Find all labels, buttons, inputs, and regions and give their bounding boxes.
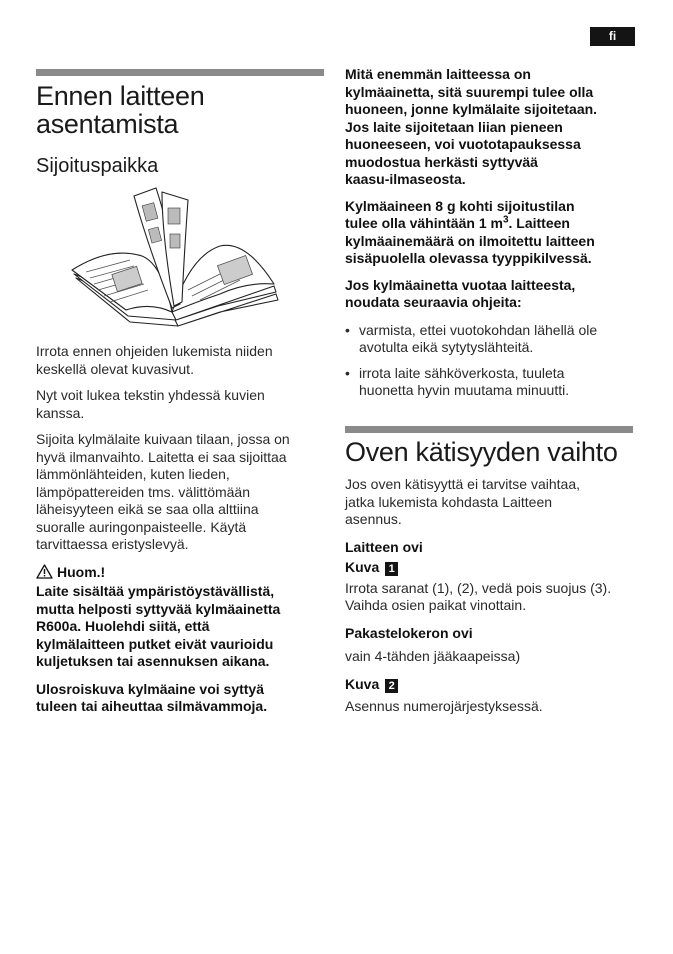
section-subtitle: Sijoituspaikka bbox=[36, 155, 159, 177]
figure-ref-2 bbox=[345, 676, 645, 694]
paragraph-hinges: Irrota saranat (1), (2), vedä pois suojus (3). Vaihda osien paikat vinottain. bbox=[345, 579, 612, 613]
left-column-body bbox=[36, 343, 326, 716]
warning-triangle-icon bbox=[36, 564, 53, 584]
left-column bbox=[36, 82, 326, 178]
bullet-text: irrota laite sähköverkosta, tuuleta huonetta hyvin muutama minuutti. bbox=[359, 364, 570, 398]
paragraph-read-with-images: Nyt voit lukea tekstin yhdessä kuvien kanssa. bbox=[36, 387, 265, 421]
right-column-top bbox=[345, 66, 645, 400]
room-size-text-a: Kylmäaineen 8 g kohti sijoitustilan tulee olla vähintään 1 m bbox=[345, 197, 575, 231]
figure-label: Kuva bbox=[345, 675, 380, 692]
paragraph-spray-warning: Ulosroiskuva kylmäaine voi syttyä tuleen tai aiheuttaa silmävammoja. bbox=[36, 680, 268, 714]
freezer-note: vain 4-tähden jääkaapeissa) bbox=[345, 648, 521, 664]
language-tab: fi bbox=[590, 27, 635, 46]
paragraph-door-intro: Jos oven kätisyyttä ei tarvitse vaihtaa, jatka lukemista kohdasta Laitteen asennus. bbox=[345, 476, 580, 527]
bullet-symbol: • bbox=[345, 321, 350, 338]
warning-heading bbox=[36, 564, 326, 584]
paragraph-room-size bbox=[345, 198, 645, 268]
paragraph-assembly-order: Asennus numerojärjestyksessä. bbox=[345, 698, 543, 714]
page-title: Ennen laitteen asentamista bbox=[36, 81, 205, 139]
paragraph-leak: Jos kylmäainetta vuotaa laitteesta, noudata seuraavia ohjeita: bbox=[345, 276, 576, 310]
bullet-text: varmista, ettei vuotokohdan lähellä ole avotulta eikä sytytyslähteitä. bbox=[359, 321, 598, 355]
warning-label: Huom.! bbox=[57, 563, 106, 580]
section-rule-right bbox=[345, 426, 633, 433]
list-item bbox=[345, 322, 645, 357]
freezer-heading: Pakastelokeron ovi bbox=[345, 624, 473, 641]
room-size-text-b: . Laitteen kylmäainemäärä on ilmoitettu laitteen sisäpuolella olevassa tyyppikilvessä. bbox=[345, 215, 595, 266]
door-heading: Laitteen ovi bbox=[345, 538, 423, 555]
figure-number-badge: 2 bbox=[385, 679, 398, 693]
figure-label: Kuva bbox=[345, 559, 380, 575]
paragraph-pages: Irrota ennen ohjeiden lukemista niiden keskellä olevat kuvasivut. bbox=[36, 343, 273, 377]
section-rule-left bbox=[36, 69, 324, 76]
bullet-symbol: • bbox=[345, 364, 350, 381]
paragraph-refrigerant-room: Mitä enemmän laitteessa on kylmäainetta, sitä suurempi tulee olla huoneen, jonne kylmälaite sijoitetaan. Jos laite sijoitetaan liian pieneen huoneeseen, voi vuototapauksessa muodostua herkästi syttyvää kaasu-ilmaseosta. bbox=[345, 66, 598, 187]
warning-text: Laite sisältää ympäristöystävällistä, mutta helposti syttyvää kylmäainetta R600a. Huolehdi siitä, että kylmälaitteen putket eivät vaurioidu kuljetuksen tai asennuksen aikana. bbox=[36, 583, 281, 669]
open-manual-illustration bbox=[70, 186, 290, 330]
paragraph-placement: Sijoita kylmälaite kuivaan tilaan, jossa on hyvä ilmanvaihto. Laitetta ei saa sijoittaa lämmönlähteiden, kuten lieden, lämpöpattereiden tms. välittömään läheisyyteen eikä se saa olla alttiina suoralle auringonpaisteelle. Käytä tarvittaessa eristyslevyä. bbox=[36, 431, 290, 552]
list-item bbox=[345, 365, 645, 400]
section-title-door: Oven kätisyyden vaihto bbox=[345, 437, 618, 467]
manual-book-icon bbox=[70, 186, 290, 330]
leak-bullet-list bbox=[345, 322, 645, 400]
warning-block bbox=[36, 564, 326, 671]
figure-number-badge: 1 bbox=[385, 562, 398, 576]
right-column-bottom bbox=[345, 438, 645, 716]
superscript-3: 3 bbox=[502, 214, 509, 226]
figure-ref-1 bbox=[345, 559, 645, 577]
